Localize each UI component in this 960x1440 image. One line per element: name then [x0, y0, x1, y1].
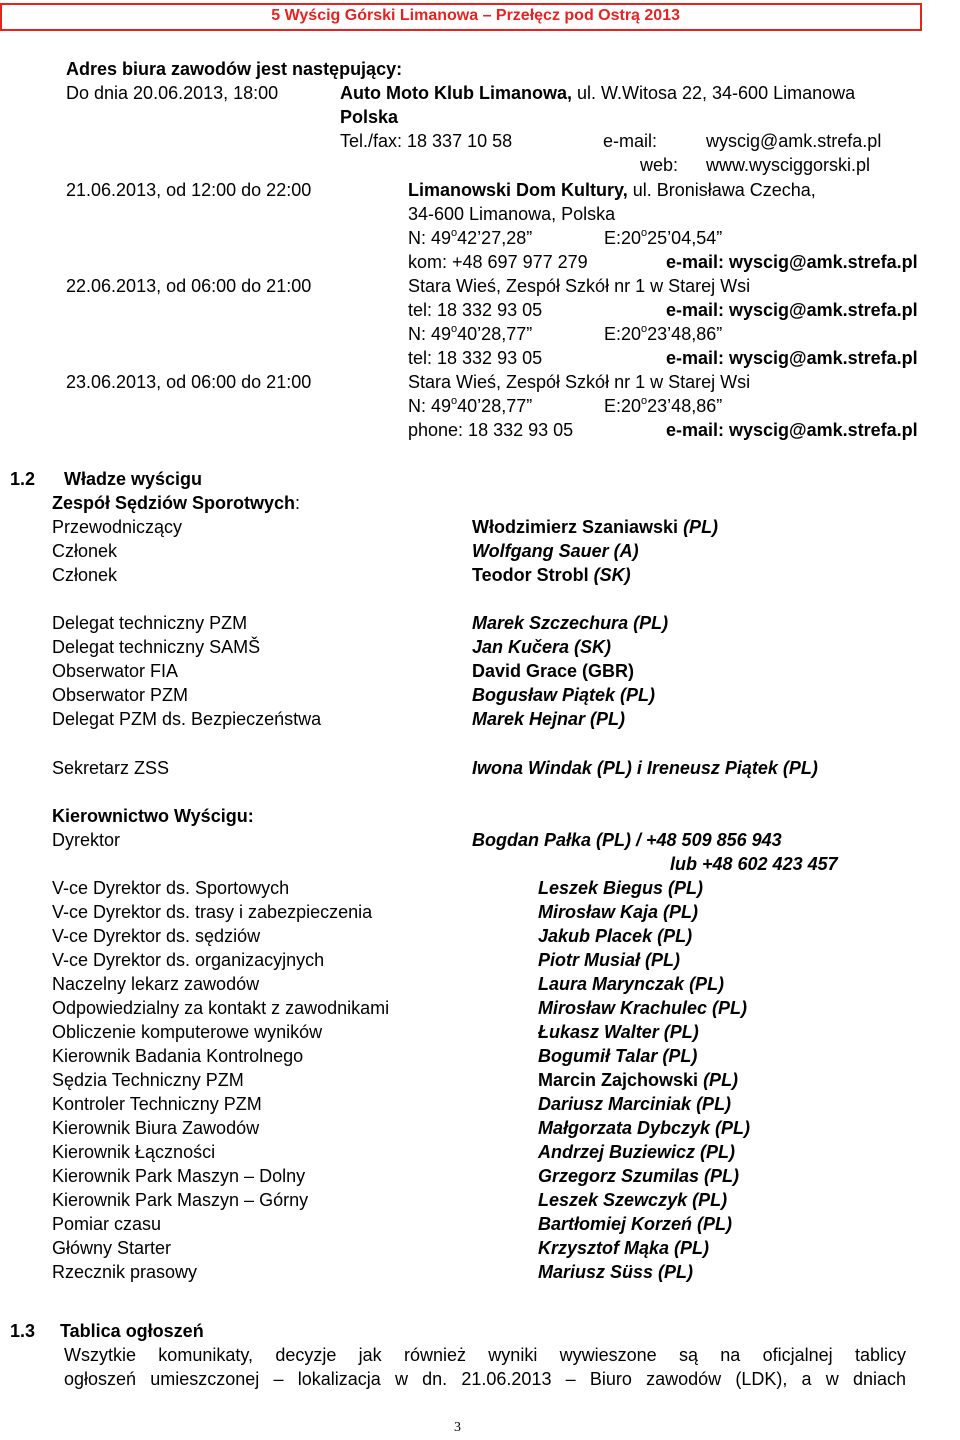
date-23-north: N: 49$^o$40’28,77” [408, 395, 533, 416]
staff-name-11: Małgorzata Dybczyk (PL) [538, 1118, 751, 1138]
staff-name-14: Leszek Szewczyk (PL) [538, 1190, 728, 1210]
director-role: Dyrektor [52, 830, 121, 850]
club-country: Polska [340, 107, 399, 127]
date-22-email-2: e-mail: wyscig@amk.strefa.pl [666, 348, 918, 368]
official-role-5: Delegat PZM ds. Bezpieczeństwa [52, 709, 322, 729]
staff-name-1: Leszek Biegus (PL) [538, 878, 704, 898]
section-13-number: 1.3 [10, 1321, 36, 1341]
page-number: 3 [454, 1420, 461, 1435]
club-address [340, 82, 855, 104]
staff-role-17: Rzecznik prasowy [52, 1262, 198, 1282]
club-name: Auto Moto Klub Limanowa, [340, 83, 572, 103]
date-21-label: 21.06.2013, od 12:00 do 22:00 [66, 180, 312, 200]
date-21-place [408, 179, 816, 201]
staff-role-10: Kontroler Techniczny PZM [52, 1094, 262, 1114]
staff-name-2: Mirosław Kaja (PL) [538, 902, 699, 922]
date-23-email: e-mail: wyscig@amk.strefa.pl [666, 420, 918, 440]
club-email: wyscig@amk.strefa.pl [706, 131, 882, 151]
date-23-phone: phone: 18 332 93 05 [408, 420, 574, 440]
until-date-label: Do dnia 20.06.2013, 18:00 [66, 83, 279, 103]
secretary-role: Sekretarz ZSS [52, 758, 170, 778]
date-23-east: E:20$^o$23’48,86” [604, 395, 723, 416]
official-name-5: Marek Hejnar (PL) [472, 709, 626, 729]
staff-role-4: V-ce Dyrektor ds. organizacyjnych [52, 950, 325, 970]
date-22-place: Stara Wieś, Zespół Szkół nr 1 w Starej Wsi [408, 276, 751, 296]
staff-role-2: V-ce Dyrektor ds. trasy i zabezpieczenia [52, 902, 373, 922]
staff-role-14: Kierownik Park Maszyn – Górny [52, 1190, 309, 1210]
date-22-north: N: 49$^o$40’28,77” [408, 323, 533, 344]
jury-role-2: Członek [52, 541, 118, 561]
date-23-place: Stara Wieś, Zespół Szkół nr 1 w Starej Wsi [408, 372, 751, 392]
staff-name-4: Piotr Musiał (PL) [538, 950, 681, 970]
staff-role-13: Kierownik Park Maszyn – Dolny [52, 1166, 306, 1186]
staff-name-5: Laura Marynczak (PL) [538, 974, 725, 994]
date-21-kom: kom: +48 697 977 279 [408, 252, 588, 272]
staff-name-7: Łukasz Walter (PL) [538, 1022, 699, 1042]
header-banner [0, 3, 922, 31]
notice-board-line-2: ogłoszeń umieszczonej – lokalizacja w dn. 21.06.2013 – Biuro zawodów (LDK), a w dniach [64, 1369, 906, 1389]
staff-role-6: Odpowiedzialny za kontakt z zawodnikami [52, 998, 390, 1018]
date-22-tel-2: tel: 18 332 93 05 [408, 348, 543, 368]
section-13-title: Tablica ogłoszeń [60, 1321, 204, 1341]
date-22-label: 22.06.2013, od 06:00 do 21:00 [66, 276, 312, 296]
staff-name-17: Mariusz Süss (PL) [538, 1262, 694, 1282]
staff-role-16: Główny Starter [52, 1238, 172, 1258]
official-role-4: Obserwator PZM [52, 685, 189, 705]
date-22-east: E:20$^o$23’48,86” [604, 323, 723, 344]
date-21-city: 34-600 Limanowa, Polska [408, 204, 616, 224]
date-22-tel: tel: 18 332 93 05 [408, 300, 543, 320]
web-label: web: [640, 155, 679, 175]
staff-role-1: V-ce Dyrektor ds. Sportowych [52, 878, 290, 898]
staff-role-8: Kierownik Badania Kontrolnego [52, 1046, 304, 1066]
club-telfax: Tel./fax: 18 337 10 58 [340, 131, 513, 151]
staff-name-12: Andrzej Buziewicz (PL) [538, 1142, 736, 1162]
ldk-name: Limanowski Dom Kultury, [408, 180, 628, 200]
official-name-3: David Grace (GBR) [472, 661, 635, 681]
jury-name-1: Włodzimierz Szaniawski (PL) [472, 517, 719, 537]
secretary-name: Iwona Windak (PL) i Ireneusz Piątek (PL) [472, 758, 818, 778]
staff-role-9: Sędzia Techniczny PZM [52, 1070, 244, 1090]
staff-name-3: Jakub Placek (PL) [538, 926, 693, 946]
address-heading: Adres biura zawodów jest następujący: [66, 59, 403, 79]
jury-role-1: Przewodniczący [52, 517, 183, 537]
section-12-title: Władze wyścigu [64, 469, 203, 489]
staff-name-13: Grzegorz Szumilas (PL) [538, 1166, 740, 1186]
management-heading: Kierownictwo Wyścigu: [52, 806, 254, 826]
official-role-2: Delegat techniczny SAMŠ [52, 637, 261, 657]
staff-role-15: Pomiar czasu [52, 1214, 162, 1234]
date-21-email: e-mail: wyscig@amk.strefa.pl [666, 252, 918, 272]
notice-board-line-1: Wszytkie komunikaty, decyzje jak również wyniki wywieszone są na oficjalnej tablicy [64, 1345, 906, 1365]
date-23-label: 23.06.2013, od 06:00 do 21:00 [66, 372, 312, 392]
staff-name-8: Bogumił Talar (PL) [538, 1046, 698, 1066]
staff-role-12: Kierownik Łączności [52, 1142, 216, 1162]
staff-role-7: Obliczenie komputerowe wyników [52, 1022, 323, 1042]
date-21-north: N: 49$^o$42’27,28” [408, 227, 533, 248]
jury-name-2: Wolfgang Sauer (A) [472, 541, 639, 561]
staff-role-3: V-ce Dyrektor ds. sędziów [52, 926, 261, 946]
staff-name-6: Mirosław Krachulec (PL) [538, 998, 748, 1018]
official-name-1: Marek Szczechura (PL) [472, 613, 669, 633]
date-21-east: E:20$^o$25’04,54” [604, 227, 723, 248]
jury-role-3: Członek [52, 565, 118, 585]
official-name-4: Bogusław Piątek (PL) [472, 685, 656, 705]
section-12-number: 1.2 [10, 469, 36, 489]
staff-name-10: Dariusz Marciniak (PL) [538, 1094, 732, 1114]
date-22-email: e-mail: wyscig@amk.strefa.pl [666, 300, 918, 320]
staff-role-11: Kierownik Biura Zawodów [52, 1118, 260, 1138]
staff-name-16: Krzysztof Mąka (PL) [538, 1238, 710, 1258]
club-street: ul. W.Witosa 22, 34-600 Limanowa [571, 83, 856, 103]
club-web: www.wysciggorski.pl [706, 155, 871, 175]
staff-role-5: Naczelny lekarz zawodów [52, 974, 260, 994]
document-title: 5 Wyścig Górski Limanowa – Przełęcz pod Ostrą 2013 [271, 7, 680, 24]
director-alt-phone: lub +48 602 423 457 [670, 854, 838, 874]
staff-name-15: Bartłomiej Korzeń (PL) [538, 1214, 733, 1234]
email-label: e-mail: [603, 131, 658, 151]
official-role-3: Obserwator FIA [52, 661, 179, 681]
official-role-1: Delegat techniczny PZM [52, 613, 248, 633]
official-name-2: Jan Kučera (SK) [472, 637, 612, 657]
jury-name-3: Teodor Strobl (SK) [472, 565, 631, 585]
staff-name-9: Marcin Zajchowski (PL) [538, 1070, 739, 1090]
director-name: Bogdan Pałka (PL) / +48 509 856 943 [472, 830, 782, 850]
ldk-street: ul. Bronisława Czecha, [627, 180, 816, 200]
jury-heading: Zespół Sędziów Sporotwych: [52, 493, 301, 513]
